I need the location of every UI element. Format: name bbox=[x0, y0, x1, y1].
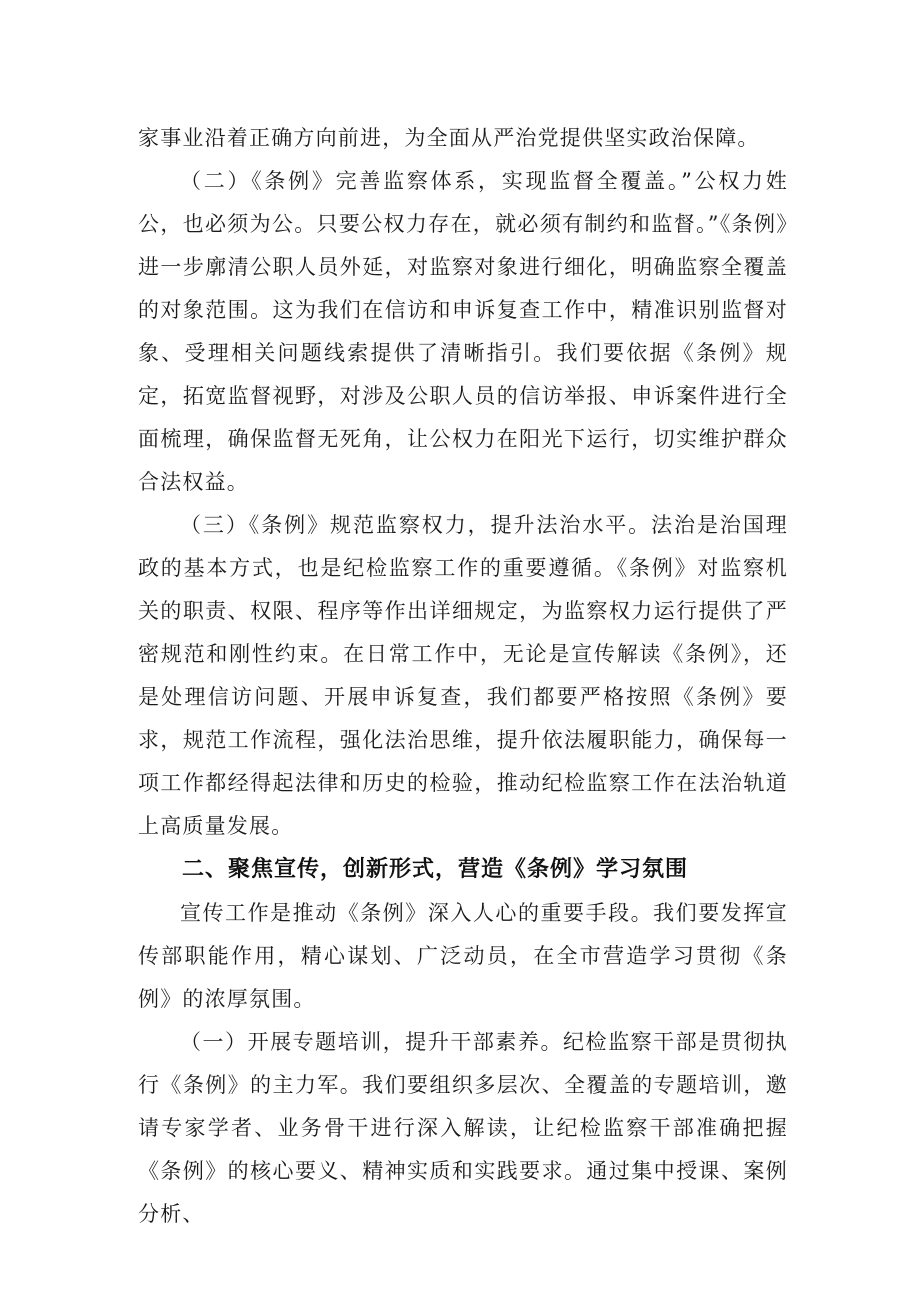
paragraph-training: （一）开展专题培训，提升干部素养。纪检监察干部是贯彻执行《条例》的主力军。我们要组织多层次、全覆盖的专题培训，邀请专家学者、业务骨干进行深入解读，让纪检监察干部准确把握《条例》的核心要义、精神实质和实践要求。通过集中授课、案例分析、 bbox=[138, 1030, 788, 1226]
paragraph-publicity-intro: 宣传工作是推动《条例》深入人心的重要手段。我们要发挥宣传部职能作用，精心谋划、广泛动员，在全市营造学习贯彻《条例》的浓厚氛围。 bbox=[138, 901, 788, 1011]
section-heading: 二、聚焦宣传，创新形式，营造《条例》学习氛围 bbox=[182, 857, 689, 882]
paragraph-supervision-system: （二）《条例》完善监察体系，实现监督全覆盖。”公权力姓公，也必须为公。只要公权力存在，就必须有制约和监督。”《条例》进一步廓清公职人员外延，对监察对象进行细化，明确监察全覆盖的对象范围。这为我们在信访和申诉复查工作中，精准识别监督对象、受理相关问题线索提供了清晰指引。我们要依据《条例》规定，拓宽监督视野，对涉及公职人员的信访举报、申诉案件进行全面梳理，确保监督无死角，让公权力在阳光下运行，切实维护群众合法权益。 bbox=[138, 169, 788, 494]
document-body bbox=[138, 117, 788, 1236]
paragraph-rule-of-law: （三）《条例》规范监察权力，提升法治水平。法治是治国理政的基本方式，也是纪检监察工作的重要遵循。《条例》对监察机关的职责、权限、程序等作出详细规定，为监察权力运行提供了严密规范和刚性约束。在日常工作中，无论是宣传解读《条例》，还是处理信访问题、开展申诉复查，我们都要严格按照《条例》要求，规范工作流程，强化法治思维，提升依法履职能力，确保每一项工作都经得起法律和历史的检验，推动纪检监察工作在法治轨道上高质量发展。 bbox=[138, 513, 788, 838]
paragraph-continuation: 家事业沿着正确方向前进，为全面从严治党提供坚实政治保障。 bbox=[138, 126, 760, 150]
